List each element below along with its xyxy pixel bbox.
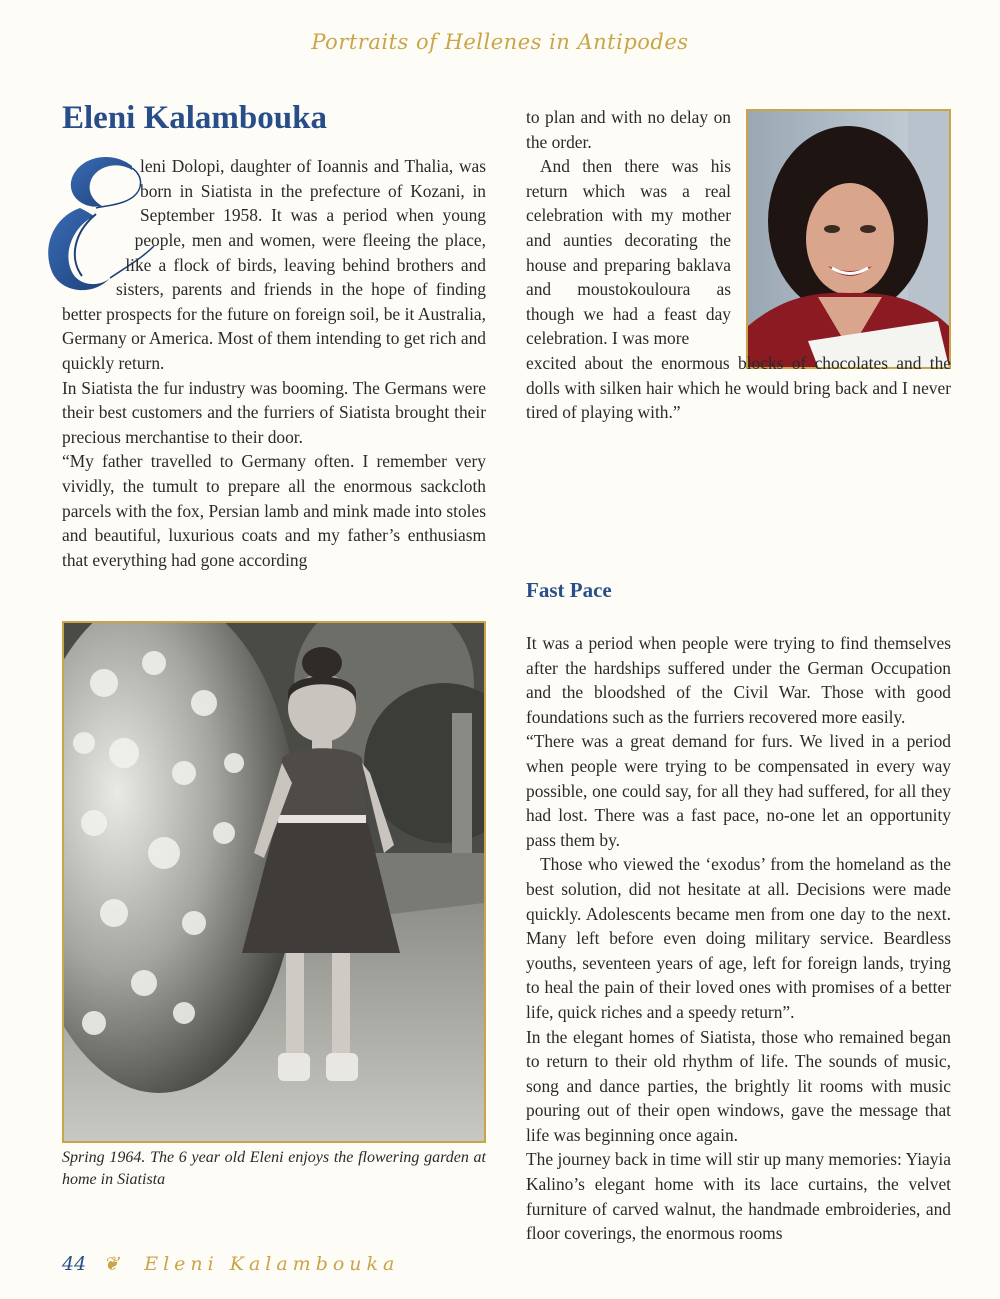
photo-child-in-garden bbox=[62, 621, 486, 1143]
right-top-text bbox=[526, 105, 951, 425]
article-title: Eleni Kalambouka bbox=[62, 100, 327, 136]
ornament-icon: ❦ bbox=[103, 1253, 120, 1275]
paragraph: In Siatista the fur industry was booming. The Germans were their best customers and the furriers of Siatista brought their precious merchantise to their door. bbox=[62, 377, 486, 447]
paragraph: The journey back in time will stir up many memories: Yiayia Kalino’s elegant home with its lace curtains, the velvet furniture of carved walnut, the handmade embroideries, and floor coverings, the enormous rooms bbox=[526, 1149, 951, 1244]
page-number: 44 bbox=[62, 1253, 87, 1275]
photo-child-image bbox=[64, 623, 484, 1141]
paragraph: to plan and with no delay on the order. bbox=[526, 107, 731, 152]
photo-caption: Spring 1964. The 6 year old Eleni enjoys the flowering garden at home in Siatista bbox=[62, 1149, 486, 1188]
paragraph: “There was a great demand for furs. We lived in a period when people were trying to be compensated in every way possible, one could say, for all they had suffered, for all they had lost. There was a fast pace, no-one let an opportunity pass them by. bbox=[526, 731, 951, 850]
paragraph: leni Dolopi, daughter of Ioannis and Thalia, was born in Siatista in the prefecture of Kozani, in September 1958. It was a period when young people, men and women, were fleeing the place, like a flock of birds, leaving behind brothers and sisters, parents and friends in the hope of finding better prospects for the future on foreign soil, be it Australia, Germany or America. Most of them intending to get rich and quickly return. bbox=[62, 156, 486, 374]
paragraph: “My father travelled to Germany often. I remember very vividly, the tumult to prepare all the enormous sackcloth parcels with the fox, Persian lamb and mink made into stoles and beautiful, luxurious coats and my father’s enthusiasm that everything had gone according bbox=[62, 451, 486, 570]
right-body bbox=[526, 631, 951, 1246]
page-footer bbox=[62, 1253, 399, 1275]
footer-name: Eleni Kalambouka bbox=[144, 1253, 400, 1275]
paragraph: In the elegant homes of Siatista, those who remained began to return to their old rhythm of life. The sounds of music, song and dance parties, the brightly lit rooms with music pouring out of their open windows, gave the message that life was beginning once again. bbox=[526, 1026, 951, 1145]
paragraph: And then there was his return which was a real celebration with my mother and aunties decorating the house and preparing baklava and moustokouloura as though we had a feast day celebration. I was more bbox=[526, 156, 731, 349]
section-heading: Fast Pace bbox=[526, 578, 612, 602]
paragraph: excited about the enormous blocks of chocolates and the dolls with silken hair which he would bring back and I never tired of playing with.” bbox=[526, 352, 951, 423]
paragraph: Those who viewed the ‘exodus’ from the homeland as the best solution, did not hesitate at all. Decisions were made quickly. Adolescents became men from one day to the next. Many left before even doing military service. Beardless youths, seventeen years of age, left for foreign lands, trying to heal the pain of their loved ones with promises of a better life, quick riches and a speedy return”. bbox=[526, 854, 951, 1022]
dropcap bbox=[32, 148, 136, 296]
left-column bbox=[62, 100, 486, 572]
running-head: Portraits of Hellenes in Antipodes bbox=[311, 30, 689, 54]
left-body bbox=[62, 154, 486, 572]
paragraph: It was a period when people were trying to find themselves after the hardships suffered under the German Occupation and the bloodshed of the Civil War. Those with good foundations such as the furriers recovered more easily. bbox=[526, 633, 951, 727]
